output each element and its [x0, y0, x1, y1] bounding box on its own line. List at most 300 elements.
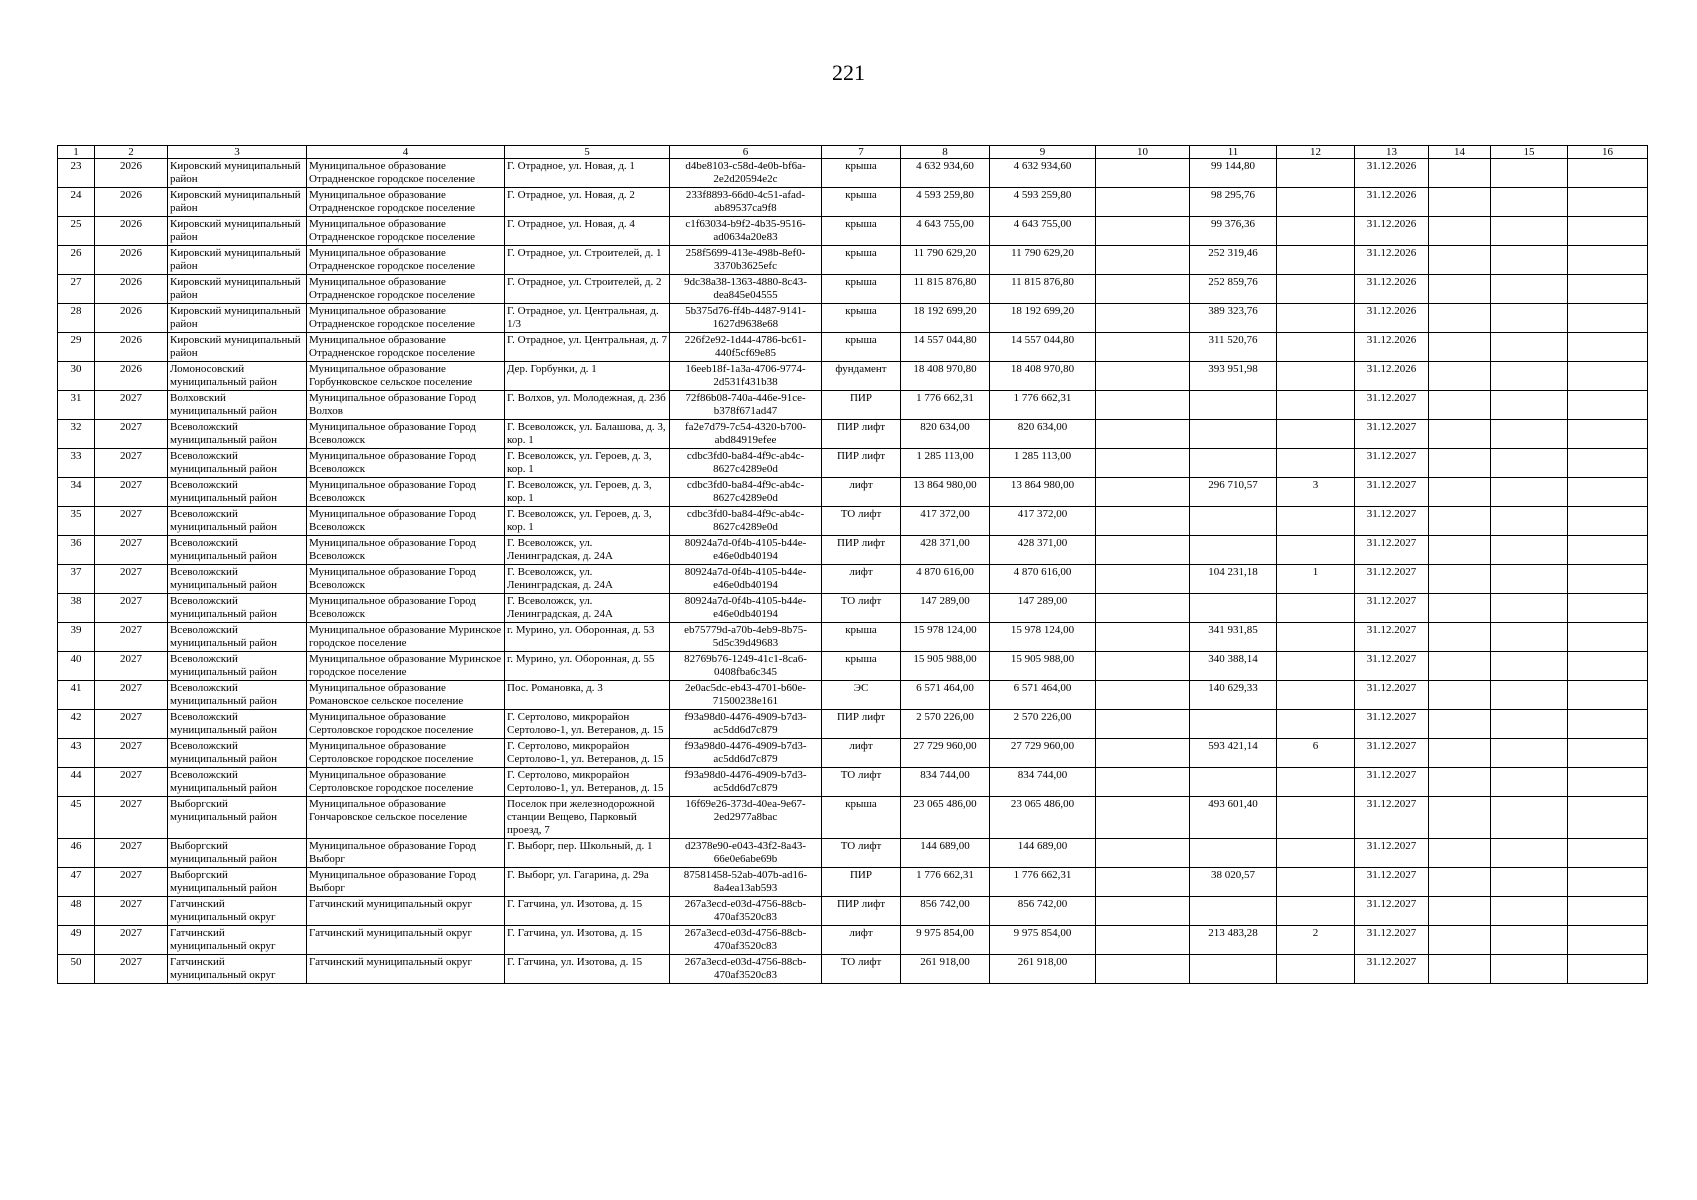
table-cell: 46 [58, 839, 95, 868]
table-cell [1429, 768, 1491, 797]
table-cell [1491, 797, 1568, 839]
table-cell: 31.12.2027 [1355, 710, 1429, 739]
table-cell: ПИР лифт [822, 897, 901, 926]
table-cell: 593 421,14 [1190, 739, 1277, 768]
column-header: 12 [1277, 146, 1355, 159]
column-header: 15 [1491, 146, 1568, 159]
table-cell: Муниципальное образование Город Всеволожск [307, 565, 505, 594]
column-header: 9 [990, 146, 1096, 159]
table-row [58, 536, 1648, 565]
table-cell: 48 [58, 897, 95, 926]
table-cell: 99 144,80 [1190, 159, 1277, 188]
table-cell [1429, 897, 1491, 926]
table-cell: 47 [58, 868, 95, 897]
table-cell [1190, 449, 1277, 478]
table-cell: 428 371,00 [990, 536, 1096, 565]
table-cell [1096, 868, 1190, 897]
table-cell [1491, 217, 1568, 246]
table-cell: 34 [58, 478, 95, 507]
table-cell: 6 571 464,00 [990, 681, 1096, 710]
table-cell [1568, 420, 1648, 449]
page-number: 221 [832, 60, 865, 85]
table-cell [1096, 275, 1190, 304]
table-cell: 2026 [95, 188, 168, 217]
table-cell: 31.12.2027 [1355, 449, 1429, 478]
table-cell: 267a3ecd-e03d-4756-88cb-470af3520c83 [670, 926, 822, 955]
table-cell: 31.12.2027 [1355, 507, 1429, 536]
table-cell: Г. Всеволожск, ул. Героев, д. 3, кор. 1 [505, 478, 670, 507]
table-cell: Г. Всеволожск, ул. Ленинградская, д. 24А [505, 536, 670, 565]
table-cell [1568, 159, 1648, 188]
table-cell: 18 408 970,80 [901, 362, 990, 391]
table-cell [1096, 159, 1190, 188]
table-cell [1096, 955, 1190, 984]
table-cell: 2027 [95, 797, 168, 839]
table-cell: 856 742,00 [990, 897, 1096, 926]
table-cell: 2027 [95, 839, 168, 868]
table-cell: 31.12.2027 [1355, 623, 1429, 652]
table-cell: Г. Выборг, ул. Гагарина, д. 29а [505, 868, 670, 897]
table-cell: Гатчинский муниципальный округ [168, 955, 307, 984]
table-cell [1568, 362, 1648, 391]
table-cell: cdbc3fd0-ba84-4f9c-ab4c-8627c4289e0d [670, 478, 822, 507]
header-row [58, 146, 1648, 159]
table-cell [1190, 420, 1277, 449]
table-cell [1568, 188, 1648, 217]
table-cell [1491, 652, 1568, 681]
table-cell: 11 790 629,20 [901, 246, 990, 275]
table-cell: Г. Всеволожск, ул. Героев, д. 3, кор. 1 [505, 449, 670, 478]
table-cell: крыша [822, 246, 901, 275]
table-cell: Муниципальное образование Отрадненское городское поселение [307, 275, 505, 304]
table-cell: 104 231,18 [1190, 565, 1277, 594]
table-cell [1568, 217, 1648, 246]
table-cell: Дер. Горбунки, д. 1 [505, 362, 670, 391]
table-cell: Всеволожский муниципальный район [168, 681, 307, 710]
table-cell [1568, 681, 1648, 710]
table-cell: Муниципальное образование Гончаровское сельское поселение [307, 797, 505, 839]
table-cell [1429, 420, 1491, 449]
table-cell [1277, 159, 1355, 188]
table-cell: Муниципальное образование Сертоловское городское поселение [307, 739, 505, 768]
table-cell: d2378e90-e043-43f2-8a43-66e0e6abe69b [670, 839, 822, 868]
table-cell [1568, 507, 1648, 536]
table-cell [1491, 623, 1568, 652]
table-cell: крыша [822, 159, 901, 188]
table-cell [1429, 565, 1491, 594]
table-cell: 31.12.2027 [1355, 420, 1429, 449]
table-cell: 24 [58, 188, 95, 217]
table-cell [1568, 868, 1648, 897]
table-cell: 31.12.2026 [1355, 188, 1429, 217]
table-cell: 2026 [95, 246, 168, 275]
table-cell: 2e0ac5dc-eb43-4701-b60e-71500238e161 [670, 681, 822, 710]
table-cell: 31.12.2026 [1355, 362, 1429, 391]
table-cell: 2027 [95, 391, 168, 420]
table-cell: 6 571 464,00 [901, 681, 990, 710]
column-header: 5 [505, 146, 670, 159]
table-cell: 18 192 699,20 [990, 304, 1096, 333]
table-cell: 3 [1277, 478, 1355, 507]
table-cell: Г. Всеволожск, ул. Ленинградская, д. 24А [505, 565, 670, 594]
table-cell [1096, 507, 1190, 536]
table-cell [1429, 681, 1491, 710]
table-cell: 261 918,00 [901, 955, 990, 984]
table-cell: 4 643 755,00 [901, 217, 990, 246]
table-cell [1096, 681, 1190, 710]
table-cell [1277, 536, 1355, 565]
table-cell: Всеволожский муниципальный район [168, 507, 307, 536]
table-row [58, 362, 1648, 391]
table-cell: 2026 [95, 275, 168, 304]
table-cell [1277, 710, 1355, 739]
table-cell: 493 601,40 [1190, 797, 1277, 839]
table-cell [1190, 391, 1277, 420]
table-cell: 99 376,36 [1190, 217, 1277, 246]
table-cell: 31 [58, 391, 95, 420]
table-cell: Муниципальное образование Муринское городское поселение [307, 623, 505, 652]
table-cell: Поселок при железнодорожной станции Вещево, Парковый проезд, 7 [505, 797, 670, 839]
table-cell: Кировский муниципальный район [168, 188, 307, 217]
table-row [58, 420, 1648, 449]
table-cell: 80924a7d-0f4b-4105-b44e-e46e0db40194 [670, 536, 822, 565]
table-cell: 11 790 629,20 [990, 246, 1096, 275]
table-row [58, 926, 1648, 955]
table-cell: Г. Отрадное, ул. Центральная, д. 1/3 [505, 304, 670, 333]
table-cell: Г. Отрадное, ул. Новая, д. 4 [505, 217, 670, 246]
table-cell: 43 [58, 739, 95, 768]
table-cell [1568, 739, 1648, 768]
table-cell: 42 [58, 710, 95, 739]
table-cell [1568, 768, 1648, 797]
table-cell: ТО лифт [822, 594, 901, 623]
table-cell: 393 951,98 [1190, 362, 1277, 391]
table-cell [1568, 652, 1648, 681]
table-cell: Муниципальное образование Отрадненское городское поселение [307, 217, 505, 246]
table-cell: Муниципальное образование Горбунковское сельское поселение [307, 362, 505, 391]
table-cell [1096, 839, 1190, 868]
table-cell: Всеволожский муниципальный район [168, 449, 307, 478]
table-row [58, 652, 1648, 681]
table-cell: Г. Сертолово, микрорайон Сертолово-1, ул. Ветеранов, д. 15 [505, 739, 670, 768]
table-cell: d4be8103-c58d-4e0b-bf6a-2e2d20594e2c [670, 159, 822, 188]
table-cell: 23 065 486,00 [990, 797, 1096, 839]
table-cell: 16f69e26-373d-40ea-9e67-2ed2977a8bac [670, 797, 822, 839]
table-cell: 2027 [95, 565, 168, 594]
table-cell [1096, 478, 1190, 507]
table-cell [1190, 897, 1277, 926]
table-cell: 144 689,00 [901, 839, 990, 868]
table-cell: f93a98d0-4476-4909-b7d3-ac5dd6d7c879 [670, 710, 822, 739]
table-cell: 15 905 988,00 [990, 652, 1096, 681]
table-cell [1568, 275, 1648, 304]
table-row [58, 188, 1648, 217]
table-cell: крыша [822, 623, 901, 652]
table-cell: Муниципальное образование Сертоловское городское поселение [307, 710, 505, 739]
table-cell: 311 520,76 [1190, 333, 1277, 362]
table-cell: Кировский муниципальный район [168, 246, 307, 275]
table-cell: 31.12.2027 [1355, 839, 1429, 868]
table-cell [1190, 536, 1277, 565]
table-cell: 4 870 616,00 [990, 565, 1096, 594]
table-cell: 31.12.2026 [1355, 217, 1429, 246]
table-row [58, 839, 1648, 868]
table-cell [1096, 536, 1190, 565]
table-cell [1491, 739, 1568, 768]
table-cell: 31.12.2027 [1355, 955, 1429, 984]
table-cell: крыша [822, 188, 901, 217]
table-cell: 50 [58, 955, 95, 984]
column-header: 11 [1190, 146, 1277, 159]
table-cell: 11 815 876,80 [990, 275, 1096, 304]
table-cell: 2026 [95, 333, 168, 362]
table-cell: лифт [822, 926, 901, 955]
column-header: 6 [670, 146, 822, 159]
table-cell: Гатчинский муниципальный округ [307, 955, 505, 984]
table-cell: 267a3ecd-e03d-4756-88cb-470af3520c83 [670, 897, 822, 926]
table-cell: 2 570 226,00 [901, 710, 990, 739]
table-cell: 213 483,28 [1190, 926, 1277, 955]
table-cell: Г. Выборг, пер. Школьный, д. 1 [505, 839, 670, 868]
table-cell: 31.12.2026 [1355, 275, 1429, 304]
table-cell [1277, 246, 1355, 275]
table-cell [1096, 926, 1190, 955]
table-cell [1096, 594, 1190, 623]
table-cell: 2027 [95, 623, 168, 652]
table-cell: 80924a7d-0f4b-4105-b44e-e46e0db40194 [670, 594, 822, 623]
table-cell: Гатчинский муниципальный округ [307, 926, 505, 955]
table-cell: 2027 [95, 478, 168, 507]
table-cell: 31.12.2027 [1355, 536, 1429, 565]
table-cell [1096, 420, 1190, 449]
table-cell: 31.12.2027 [1355, 897, 1429, 926]
table-cell [1277, 594, 1355, 623]
table-cell: фундамент [822, 362, 901, 391]
table-cell: Г. Гатчина, ул. Изотова, д. 15 [505, 955, 670, 984]
table-cell: 2026 [95, 362, 168, 391]
table-cell: 15 978 124,00 [990, 623, 1096, 652]
table-cell: 2027 [95, 768, 168, 797]
table-cell: Муниципальное образование Отрадненское городское поселение [307, 188, 505, 217]
table-cell: 4 870 616,00 [901, 565, 990, 594]
table-cell: 2027 [95, 420, 168, 449]
table-cell [1277, 188, 1355, 217]
column-header: 7 [822, 146, 901, 159]
table-cell [1568, 926, 1648, 955]
table-cell: ПИР лифт [822, 710, 901, 739]
table-cell: Всеволожский муниципальный район [168, 623, 307, 652]
table-cell: ТО лифт [822, 768, 901, 797]
table-cell [1568, 797, 1648, 839]
table-cell: 13 864 980,00 [901, 478, 990, 507]
table-cell: Г. Отрадное, ул. Новая, д. 1 [505, 159, 670, 188]
table-cell [1491, 710, 1568, 739]
table-cell: ТО лифт [822, 955, 901, 984]
table-cell: 45 [58, 797, 95, 839]
table-cell [1429, 246, 1491, 275]
table-cell: cdbc3fd0-ba84-4f9c-ab4c-8627c4289e0d [670, 449, 822, 478]
table-cell: 2 [1277, 926, 1355, 955]
table-cell [1190, 594, 1277, 623]
table-cell [1096, 362, 1190, 391]
table-row [58, 739, 1648, 768]
table-cell [1096, 333, 1190, 362]
table-cell [1568, 710, 1648, 739]
table-cell [1096, 304, 1190, 333]
table-cell [1096, 565, 1190, 594]
table-cell: 6 [1277, 739, 1355, 768]
table-cell: Гатчинский муниципальный округ [307, 897, 505, 926]
table-cell: 267a3ecd-e03d-4756-88cb-470af3520c83 [670, 955, 822, 984]
table-cell: 2027 [95, 926, 168, 955]
table-cell [1096, 739, 1190, 768]
table-cell: 2027 [95, 868, 168, 897]
table-cell: Всеволожский муниципальный район [168, 768, 307, 797]
table-cell: 15 905 988,00 [901, 652, 990, 681]
table-cell [1568, 565, 1648, 594]
table-cell: 72f86b08-740a-446e-91ce-b378f671ad47 [670, 391, 822, 420]
table-cell: 4 632 934,60 [990, 159, 1096, 188]
table-cell [1429, 536, 1491, 565]
table-cell: Выборгский муниципальный район [168, 839, 307, 868]
table-cell: 2 570 226,00 [990, 710, 1096, 739]
table-cell: ЭС [822, 681, 901, 710]
table-cell: 1 [1277, 565, 1355, 594]
table-cell [1491, 897, 1568, 926]
table-cell [1277, 304, 1355, 333]
table-cell: Муниципальное образование Город Всеволожск [307, 507, 505, 536]
table-cell [1190, 839, 1277, 868]
table-cell: 82769b76-1249-41c1-8ca6-0408fba6c345 [670, 652, 822, 681]
table-cell: Г. Отрадное, ул. Строителей, д. 1 [505, 246, 670, 275]
table-cell: Волховский муниципальный район [168, 391, 307, 420]
table-cell: 49 [58, 926, 95, 955]
table-cell: крыша [822, 333, 901, 362]
table-row [58, 275, 1648, 304]
table-cell: 428 371,00 [901, 536, 990, 565]
table-cell [1429, 652, 1491, 681]
table-cell [1277, 652, 1355, 681]
table-cell [1429, 868, 1491, 897]
table-cell [1491, 955, 1568, 984]
table-cell: 40 [58, 652, 95, 681]
table-cell: 37 [58, 565, 95, 594]
table-cell: 30 [58, 362, 95, 391]
table-cell: крыша [822, 217, 901, 246]
table-cell [1277, 391, 1355, 420]
table-cell: Г. Отрадное, ул. Новая, д. 2 [505, 188, 670, 217]
table-cell: 2027 [95, 652, 168, 681]
table-cell: 2026 [95, 304, 168, 333]
table-cell: 38 [58, 594, 95, 623]
table-cell [1277, 768, 1355, 797]
table-cell: Г. Сертолово, микрорайон Сертолово-1, ул. Ветеранов, д. 15 [505, 768, 670, 797]
table-cell [1429, 739, 1491, 768]
table-cell: 820 634,00 [990, 420, 1096, 449]
table-cell: Муниципальное образование Город Выборг [307, 839, 505, 868]
table-row [58, 868, 1648, 897]
table-cell: 14 557 044,80 [901, 333, 990, 362]
table-cell [1491, 188, 1568, 217]
table-cell: 1 285 113,00 [990, 449, 1096, 478]
table-cell [1277, 449, 1355, 478]
table-row [58, 710, 1648, 739]
table-cell: лифт [822, 565, 901, 594]
table-cell [1568, 449, 1648, 478]
table-cell [1277, 623, 1355, 652]
table-cell: Г. Сертолово, микрорайон Сертолово-1, ул. Ветеранов, д. 15 [505, 710, 670, 739]
table-cell [1491, 333, 1568, 362]
table-cell: 29 [58, 333, 95, 362]
table-cell: Гатчинский муниципальный округ [168, 926, 307, 955]
table-cell: 31.12.2027 [1355, 797, 1429, 839]
table-cell [1277, 868, 1355, 897]
table-cell: Кировский муниципальный район [168, 304, 307, 333]
table-cell: 226f2e92-1d44-4786-bc61-440f5cf69e85 [670, 333, 822, 362]
table-cell [1491, 449, 1568, 478]
table-cell: 32 [58, 420, 95, 449]
table-cell: 258f5699-413e-498b-8ef0-3370b3625efc [670, 246, 822, 275]
table-cell: 87581458-52ab-407b-ad16-8a4ea13ab593 [670, 868, 822, 897]
table-cell: 16eeb18f-1a3a-4706-9774-2d531f431b38 [670, 362, 822, 391]
table-cell: 31.12.2027 [1355, 391, 1429, 420]
table-cell: 18 192 699,20 [901, 304, 990, 333]
table-cell: 147 289,00 [901, 594, 990, 623]
table-cell [1491, 868, 1568, 897]
table-cell [1277, 217, 1355, 246]
table-cell: 2027 [95, 594, 168, 623]
table-cell [1429, 362, 1491, 391]
table-cell: eb75779d-a70b-4eb9-8b75-5d5c39d49683 [670, 623, 822, 652]
table-cell: 4 643 755,00 [990, 217, 1096, 246]
table-cell: 31.12.2027 [1355, 652, 1429, 681]
table-cell: 2027 [95, 449, 168, 478]
table-cell: 1 285 113,00 [901, 449, 990, 478]
table-row [58, 304, 1648, 333]
table-cell: 31.12.2026 [1355, 333, 1429, 362]
table-cell: 38 020,57 [1190, 868, 1277, 897]
table-row [58, 333, 1648, 362]
table-cell [1491, 275, 1568, 304]
table-cell: Всеволожский муниципальный район [168, 536, 307, 565]
table-cell: 36 [58, 536, 95, 565]
table-cell: 41 [58, 681, 95, 710]
table-cell: 834 744,00 [901, 768, 990, 797]
column-header: 4 [307, 146, 505, 159]
table-cell [1568, 391, 1648, 420]
table-cell: 9dc38a38-1363-4880-8c43-dea845e04555 [670, 275, 822, 304]
table-cell: 14 557 044,80 [990, 333, 1096, 362]
table-cell [1491, 681, 1568, 710]
table-cell: крыша [822, 275, 901, 304]
table-cell [1096, 391, 1190, 420]
table-cell [1277, 275, 1355, 304]
table-cell [1277, 897, 1355, 926]
table-row [58, 594, 1648, 623]
table-cell: 31.12.2026 [1355, 246, 1429, 275]
table-cell: крыша [822, 304, 901, 333]
table-cell [1429, 449, 1491, 478]
table-cell: ТО лифт [822, 839, 901, 868]
table-cell: 28 [58, 304, 95, 333]
table-cell: 31.12.2026 [1355, 159, 1429, 188]
table-cell: fa2e7d79-7c54-4320-b700-abd84919efee [670, 420, 822, 449]
table-cell: 4 593 259,80 [990, 188, 1096, 217]
table-cell: 147 289,00 [990, 594, 1096, 623]
table-cell [1491, 926, 1568, 955]
table-cell [1429, 710, 1491, 739]
table-cell: Г. Отрадное, ул. Строителей, д. 2 [505, 275, 670, 304]
